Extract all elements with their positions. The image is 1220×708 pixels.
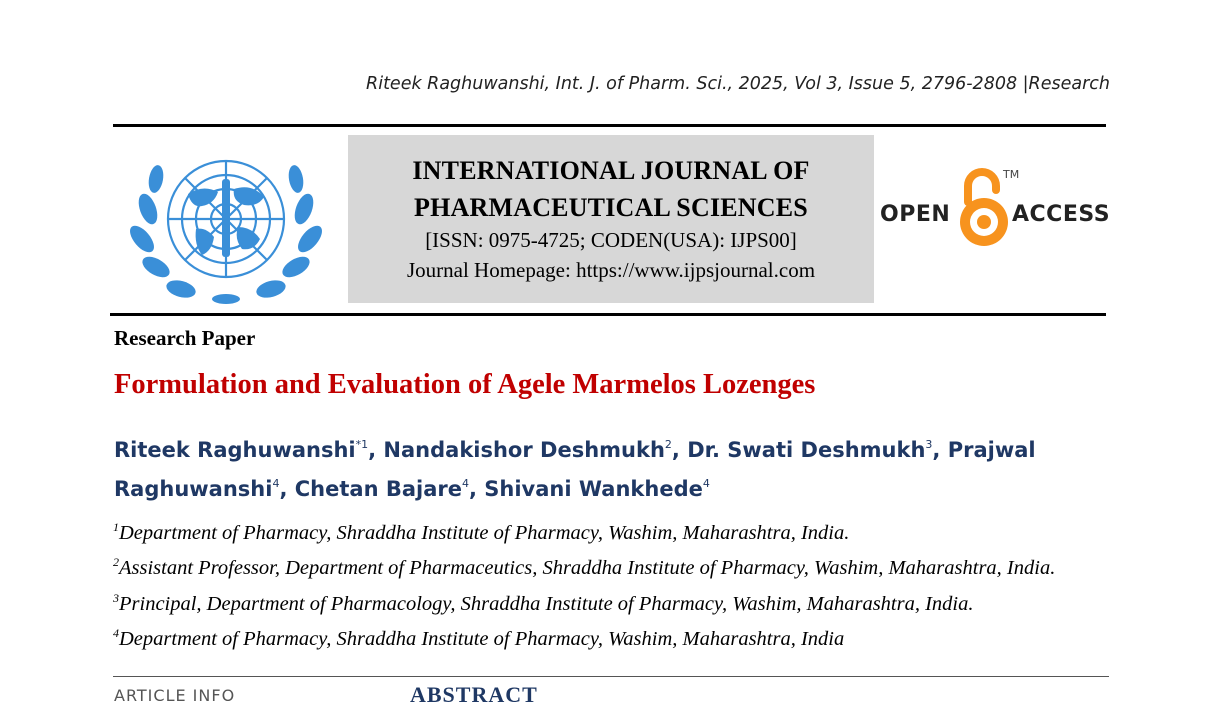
author-separator: ,: [932, 438, 948, 462]
author-affiliation-mark: 3: [925, 438, 933, 451]
article-info-heading: ARTICLE INFO: [114, 686, 236, 705]
journal-masthead: [348, 135, 874, 303]
author-separator: ,: [368, 438, 384, 462]
running-head: Riteek Raghuwanshi, Int. J. of Pharm. Sci., 2025, Vol 3, Issue 5, 2796-2808 |Research: [366, 74, 1110, 94]
affiliation-number: 4: [113, 625, 119, 640]
affiliation-rule: [113, 676, 1109, 677]
journal-title-line1: INTERNATIONAL JOURNAL OF: [412, 156, 810, 185]
author-affiliation-mark: 4: [461, 477, 469, 490]
open-access-logo: [880, 164, 1110, 256]
author-separator: ,: [468, 477, 485, 501]
affiliation-text: Department of Pharmacy, Shraddha Institute of Pharmacy, Washim, Maharashtra, India.: [119, 522, 850, 544]
author-affiliation-mark: 4: [702, 477, 710, 490]
author-affiliation-mark: *1: [355, 438, 369, 451]
paper-type: Research Paper: [114, 326, 256, 350]
author-separator: ,: [671, 438, 688, 462]
author-name: Shivani Wankhede: [484, 477, 703, 501]
author-name: Chetan Bajare: [294, 477, 462, 501]
open-access-tm: TM: [1003, 168, 1020, 181]
header-rule-top: [113, 124, 1106, 127]
affiliation-number: 3: [113, 590, 119, 605]
author-name: Dr. Swati Deshmukh: [687, 438, 926, 462]
abstract-heading: ABSTRACT: [410, 682, 538, 707]
affiliation-item: [113, 548, 1103, 583]
journal-homepage: Journal Homepage: https://www.ijpsjournal.com: [406, 258, 816, 282]
author-list: [114, 428, 1104, 506]
affiliation-text: Assistant Professor, Department of Pharmaceutics, Shraddha Institute of Pharmacy, Washim, Maharashtra, India.: [119, 557, 1056, 580]
author-name: Prajwal Raghuwanshi: [114, 438, 1036, 501]
open-access-access-text: ACCESS: [1012, 202, 1111, 227]
journal-issn: [ISSN: 0975-4725; CODEN(USA): IJPS00]: [425, 228, 797, 252]
journal-title: [348, 152, 874, 226]
author-affiliation-mark: 2: [664, 438, 672, 451]
header-rule-bottom: [110, 313, 1106, 316]
affiliation-list: [113, 513, 1103, 654]
affiliation-number: 2: [113, 555, 119, 570]
author-separator: ,: [279, 477, 295, 501]
open-access-open-text: OPEN: [880, 202, 951, 227]
affiliation-text: Principal, Department of Pharmacology, Shraddha Institute of Pharmacy, Washim, Maharashtra, India.: [119, 592, 974, 615]
affiliation-text: Department of Pharmacy, Shraddha Institute of Pharmacy, Washim, Maharashtra, India: [119, 627, 845, 650]
author-affiliation-mark: 4: [272, 477, 280, 490]
affiliation-item: [113, 584, 1103, 619]
affiliation-number: 1: [113, 520, 119, 534]
paper-title: Formulation and Evaluation of Agele Marmelos Lozenges: [114, 369, 816, 400]
un-emblem-icon: [126, 139, 326, 305]
author-name: Nandakishor Deshmukh: [383, 438, 665, 462]
author-name: Riteek Raghuwanshi: [114, 438, 356, 462]
journal-title-line2: PHARMACEUTICAL SCIENCES: [414, 193, 808, 222]
affiliation-item: [113, 619, 1103, 654]
affiliation-item: [113, 513, 1103, 548]
